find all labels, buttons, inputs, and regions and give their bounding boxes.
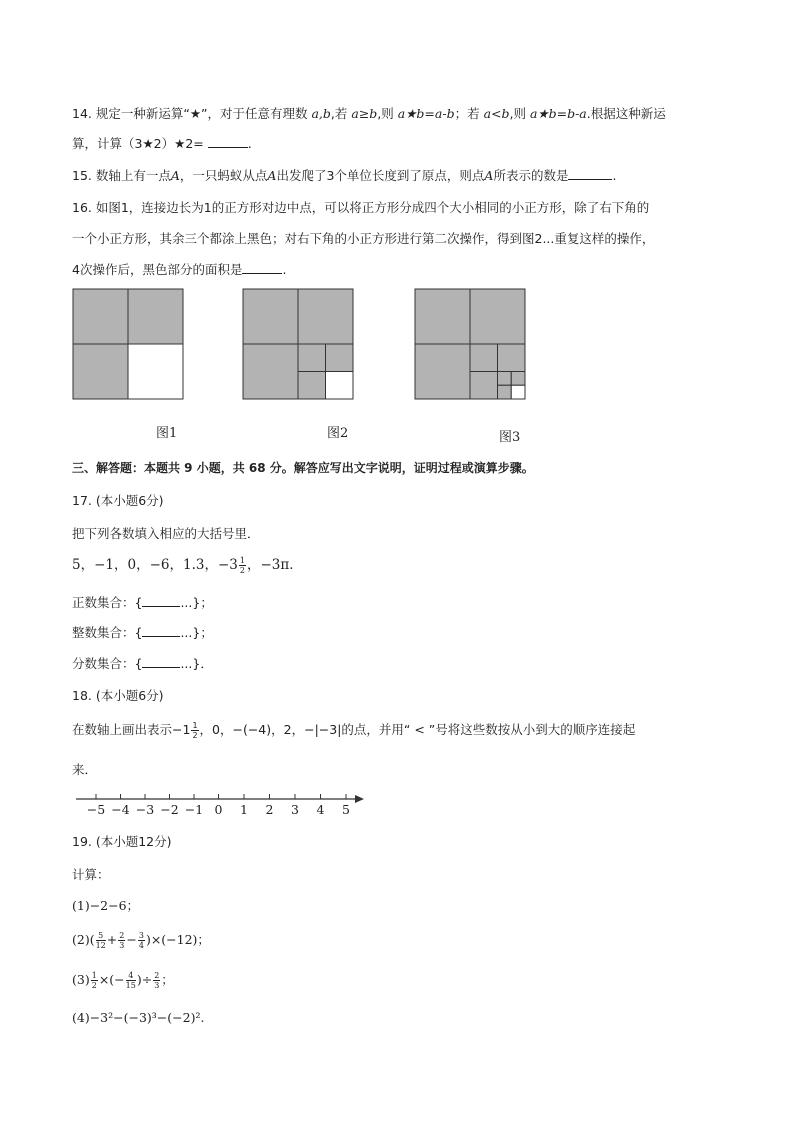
q19-instruction: 计算： (72, 867, 110, 882)
section-3-title: 三、解答题：本题共 9 小题，共 68 分。解答应写出文字说明，证明过程或演算步骤。 (72, 461, 534, 475)
q16-line3: 4次操作后，黑色部分的面积是 . (72, 262, 287, 277)
number-line-label: 2 (265, 802, 274, 817)
q19-part4: (4)−3²−(−3)³−(−2)². (72, 1010, 205, 1025)
fraction: $\frac{3}{4}$ (138, 931, 144, 950)
fraction: $\frac{2}{3}$ (119, 931, 125, 950)
number-line-label: −1 (184, 802, 204, 817)
number-line-label: −2 (160, 802, 179, 817)
answer-blank[interactable] (242, 260, 282, 274)
figure-3-label: 图3 (499, 430, 521, 445)
number-line-label: 1 (240, 802, 248, 817)
q17-set-integer: 整数集合：{ ...}； (72, 625, 213, 640)
figure-1 (72, 288, 185, 401)
number-line-arrow (355, 795, 364, 803)
answer-blank[interactable] (142, 593, 180, 607)
q19-header: 19. (本小题12分) (72, 834, 172, 849)
fraction: $\frac{5}{12}$ (95, 931, 106, 950)
number-line-label: 0 (214, 802, 223, 817)
number-line-label: −4 (111, 802, 130, 817)
fig1-shaded-bl (73, 344, 128, 399)
fig1-shaded-tl (73, 289, 128, 344)
figure-1-label: 图1 (156, 426, 178, 441)
answer-blank[interactable] (142, 654, 180, 668)
q14-line1: 14. 规定一种新运算“★”，对于任意有理数 a,b,若 a≥b,则 a★b=a-b；若 a<b,则 a★b=b-a.根据这种新运 (72, 106, 666, 121)
fraction: $\frac{1}{2}$ (91, 971, 97, 990)
fig1-blank-br (128, 344, 183, 399)
answer-blank[interactable] (142, 623, 180, 637)
figure-2-label: 图2 (327, 426, 349, 441)
number-line-label: −3 (135, 802, 155, 817)
q17-numbers: 5，−1，0，−6，1.3，−3 $\frac{1}{2}$ ，−3π． (72, 556, 303, 575)
answer-blank[interactable] (568, 166, 612, 180)
q18-text-line1: 在数轴上画出表示−1 $\frac{1}{2}$ ，0，−(−4)，2，−|−3|的点，并用“ < ”号将这些数按从小到大的顺序连接起 (72, 721, 636, 740)
fraction: $\frac{1}{2}$ (239, 556, 245, 575)
number-line-label: 5 (342, 802, 350, 817)
figure-3 (414, 288, 527, 401)
fraction: $\frac{4}{15}$ (125, 971, 136, 990)
q16-line2: 一个小正方形，其余三个都涂上黑色；对右下角的小正方形进行第二次操作，得到图2...重复这样的操作， (72, 231, 655, 246)
q18-header: 18. (本小题6分) (72, 688, 164, 703)
fraction: $\frac{2}{3}$ (154, 971, 160, 990)
figure-2 (242, 288, 355, 401)
q19-part2: (2)( $\frac{5}{12}$ + $\frac{2}{3}$ − $\frac{3}{4}$ )×(−12)； (72, 931, 210, 950)
number-line-label: 4 (316, 802, 325, 817)
number-line-label: −5 (86, 802, 106, 817)
number-line (72, 788, 372, 820)
q14-line2: 算，计算（3★2）★2= . (72, 136, 252, 151)
q19-part1: (1)−2−6； (72, 898, 140, 913)
fig1-shaded-tr (128, 289, 183, 344)
fraction: $\frac{1}{2}$ (192, 721, 198, 740)
q17-set-positive: 正数集合：{ ...}； (72, 595, 213, 610)
q17-header: 17. (本小题6分) (72, 493, 164, 508)
q16-line1: 16. 如图1，连接边长为1的正方形对边中点，可以将正方形分成四个大小相同的小正方形，除了右下角的 (72, 200, 650, 215)
q17-set-fraction: 分数集合：{ ...}． (72, 656, 213, 671)
answer-blank[interactable] (208, 134, 248, 148)
number-line-label: 3 (291, 802, 299, 817)
q17-instruction: 把下列各数填入相应的大括号里． (72, 526, 260, 541)
q19-part3: (3) $\frac{1}{2}$ ×(− $\frac{4}{15}$ )÷ $\frac{2}{3}$ ； (72, 971, 174, 990)
q18-text-line2: 来． (72, 762, 98, 777)
q15-line: 15. 数轴上有一点A，一只蚂蚁从点A出发爬了3个单位长度到了原点，则点A所表示的数是 . (72, 168, 617, 183)
